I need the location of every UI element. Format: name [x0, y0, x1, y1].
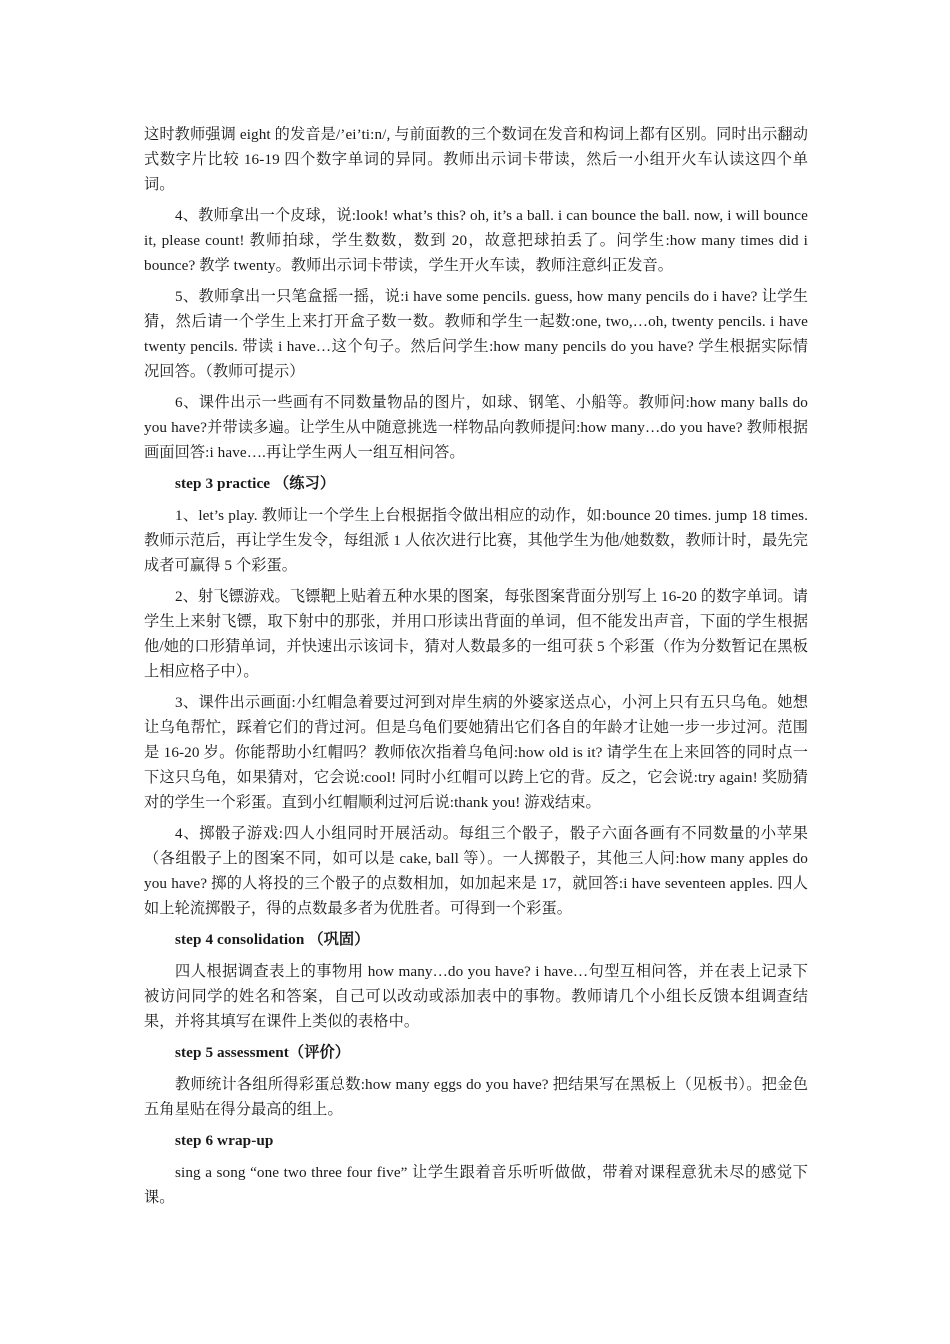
heading-step-5-assessment [144, 1040, 808, 1065]
paragraph-eight-pronunciation: 这时教师强调 eight 的发音是/’ei’ti:n/, 与前面教的三个数词在发音和构词上都有区别。同时出示翻动式数字片比较 16-19 四个数字单词的异同。教师出示词卡带读，然后一小组开火车认读这四个单词。 [144, 126, 808, 193]
paragraph-practice-2-darts: 2、射飞镖游戏。飞镖靶上贴着五种水果的图案，每张图案背面分别写上 16-20 的数字单词。请学生上来射飞镖，取下射中的那张，并用口形读出背面的单词，但不能发出声音，下面的学生根据他/她的口形猜单词，并快速出示该词卡，猜对人数最多的一组可获 5 个彩蛋（作为分数暂记在黑板上相应格子中）。 [144, 588, 808, 680]
heading-step-4-label: step 4 consolidation [175, 931, 305, 948]
paragraph-practice-3-turtles: 3、课件出示画面:小红帽急着要过河到对岸生病的外婆家送点心，小河上只有五只乌龟。她想让乌龟帮忙，踩着它们的背过河。但是乌龟们要她猜出它们各自的年龄才让她一步一步过河。范围是 16-20 岁。你能帮助小红帽吗？教师依次指着乌龟问:how old is it? 请学生在上来回答的同时点一下这只乌龟，如果猜对，它会说:cool! 同时小红帽可以跨上它的背。反之，它会说:try again! 奖励猜对的学生一个彩蛋。直到小红帽顺利过河后说:thank you! 游戏结束。 [144, 694, 808, 811]
paragraph-assessment: 教师统计各组所得彩蛋总数:how many eggs do you have? 把结果写在黑板上（见板书）。把金色五角星贴在得分最高的组上。 [144, 1076, 808, 1118]
heading-step-6-wrap-up: step 6 wrap-up [175, 1132, 274, 1149]
heading-step-4-consolidation [144, 927, 808, 952]
heading-step-4-suffix: （巩固） [304, 931, 370, 948]
paragraph-practice-4-dice: 4、掷骰子游戏:四人小组同时开展活动。每组三个骰子，骰子六面各画有不同数量的小苹果（各组骰子上的图案不同，如可以是 cake, ball 等）。一人掷骰子，其他三人问:how many apples do you have? 掷的人将投的三个骰子的点数相加，如加起来是 17，就回答:i have seventeen apples. 四人如上轮流掷骰子，得的点数最多者为优胜者。可得到一个彩蛋。 [144, 825, 808, 917]
heading-step-3-suffix: （练习） [270, 475, 336, 492]
heading-step-3-label: step 3 practice [175, 475, 271, 492]
paragraph-practice-1-lets-play: 1、let’s play. 教师让一个学生上台根据指令做出相应的动作，如:bounce 20 times. jump 18 times. 教师示范后，再让学生发令，每组派 1 人依次进行比赛，其他学生为他/她数数，教师计时，最先完成者可赢得 5 个彩蛋。 [144, 507, 808, 574]
paragraph-consolidation: 四人根据调查表上的事物用 how many…do you have? i have…句型互相问答，并在表上记录下被访问同学的姓名和答案，自己可以改动或添加表中的事物。教师请几个小组长反馈本组调查结果，并将其填写在课件上类似的表格中。 [144, 963, 808, 1030]
paragraph-step-5-pencils: 5、教师拿出一只笔盒摇一摇，说:i have some pencils. guess, how many pencils do i have? 让学生猜，然后请一个学生上来打开盒子数一数。教师和学生一起数:one, two,…oh, twenty pencils. i have twenty pencils. 带读 i have…这个句子。然后问学生:how many pencils do you have? 学生根据实际情况回答。（教师可提示） [144, 288, 808, 380]
heading-step-5-suffix: （评价） [288, 1044, 351, 1061]
document-body [144, 122, 808, 1216]
paragraph-step-6-pictures: 6、课件出示一些画有不同数量物品的图片，如球、钢笔、小船等。教师问:how many balls do you have?并带读多遍。让学生从中随意挑选一样物品向教师提问:how many…do you have? 教师根据画面回答:i have….再让学生两人一组互相问答。 [144, 394, 808, 461]
paragraph-wrap-up: sing a song “one two three four five” 让学生跟着音乐听听做做，带着对课程意犹未尽的感觉下课。 [144, 1164, 808, 1206]
heading-step-5-label: step 5 assessment [175, 1044, 289, 1061]
paragraph-step-4-ball: 4、教师拿出一个皮球，说:look! what’s this? oh, it’s a ball. i can bounce the ball. now, i will bounce it, please count! 教师拍球，学生数数，数到 20，故意把球拍丢了。问学生:how many times did i bounce? 教学 twenty。教师出示词卡带读，学生开火车读，教师注意纠正发音。 [144, 207, 808, 274]
heading-step-3-practice [144, 471, 808, 496]
